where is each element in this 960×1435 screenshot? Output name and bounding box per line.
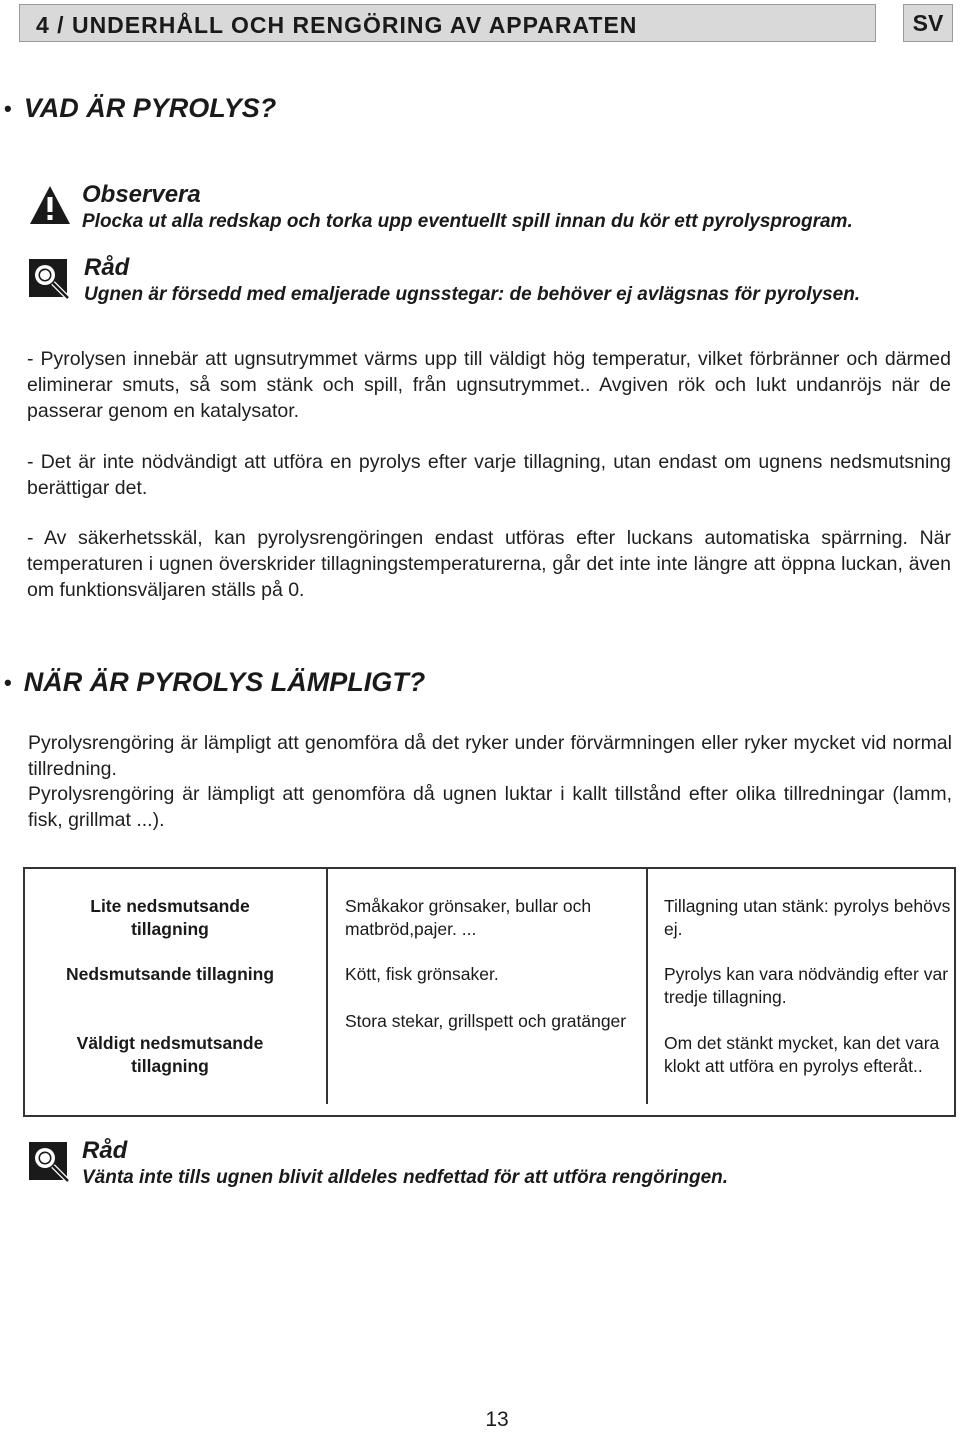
note-text-rad: Vänta inte tills ugnen blivit alldeles nedfettad för att utföra rengöringen. xyxy=(82,1167,729,1188)
paragraph-when-smell: Pyrolysrengöring är lämpligt att genomföra då ugnen luktar i kallt tillstånd efter olika tillredningar (lamm, fisk, grillmat ...). xyxy=(28,783,952,831)
paragraph-pyrolysis-description: - Pyrolysen innebär att ugnsutrymmet värms upp till väldigt hög temperatur, vilket förbränner och därmed eliminerar smuts, så som stänk och spill, från ugnsutrymmet.. Avgiven rök och lukt undanröjs när de passerar genom en katalysator. xyxy=(27,348,951,422)
note-text-rad: Ugnen är försedd med emaljerade ugnsstegar: de behöver ej avlägsnas för pyrolysen. xyxy=(84,284,861,305)
table-cell-advice: Tillagning utan stänk: pyrolys behövs ej. xyxy=(664,896,951,939)
section-heading-when xyxy=(4,667,425,698)
note-text-observera: Plocka ut alla redskap och torka upp eventuellt spill innan du kör ett pyrolysprogram. xyxy=(82,211,853,232)
magnifier-icon xyxy=(28,1141,72,1188)
note-title-rad: Råd xyxy=(82,1137,128,1164)
page-number: 13 xyxy=(485,1408,509,1431)
paragraph-when-smoke: Pyrolysrengöring är lämpligt att genomföra då det ryker under förvärmningen eller ryker mycket vid normal tillredning. xyxy=(28,732,952,780)
warning-icon xyxy=(28,184,72,231)
paragraph-pyrolysis-frequency: - Det är inte nödvändigt att utföra en pyrolys efter varje tillagning, utan endast om ugnens nedsmutsning berättigar det. xyxy=(27,451,951,499)
table-cell-examples: Stora stekar, grillspett och gratänger xyxy=(345,1011,627,1031)
note-title-observera: Observera xyxy=(82,181,201,208)
table-divider xyxy=(646,867,648,1104)
note-title-rad: Råd xyxy=(84,254,130,281)
table-cell-examples: Småkakor grönsaker, bullar och matbröd,pajer. ... xyxy=(345,896,592,939)
table-divider xyxy=(326,867,328,1104)
table-cell-level: Nedsmutsande tillagning xyxy=(65,964,275,984)
bullet: • xyxy=(4,669,12,695)
language-badge: SV xyxy=(903,4,953,42)
table-cell-level: Lite nedsmutsande tillagning xyxy=(90,896,250,939)
magnifier-icon xyxy=(28,258,72,305)
section-title: VAD ÄR PYROLYS? xyxy=(23,93,277,123)
table-cell-level: Väldigt nedsmutsande tillagning xyxy=(76,1033,264,1076)
section-title: NÄR ÄR PYROLYS LÄMPLIGT? xyxy=(23,667,426,697)
table-cell-advice: Om det stänkt mycket, kan det vara klokt att utföra en pyrolys efteråt.. xyxy=(664,1033,940,1076)
table-cell-examples: Kött, fisk grönsaker. xyxy=(345,964,499,984)
paragraph-safety-lock: - Av säkerhetsskäl, kan pyrolysrengöringen endast utföras efter luckans automatiska spärrning. När temperaturen i ugnen överskrider tillagningstemperaturerna, går det inte inte längre att öppna luckan, även om funktionsväljaren ställs på 0. xyxy=(27,527,951,601)
chapter-header-bar xyxy=(19,4,876,42)
chapter-title: 4 / UNDERHÅLL OCH RENGÖRING AV APPARATEN xyxy=(36,12,638,38)
table-cell-advice: Pyrolys kan vara nödvändig efter var tredje tillagning. xyxy=(664,964,949,1007)
bullet: • xyxy=(4,95,12,121)
section-heading-what-is xyxy=(4,93,276,124)
